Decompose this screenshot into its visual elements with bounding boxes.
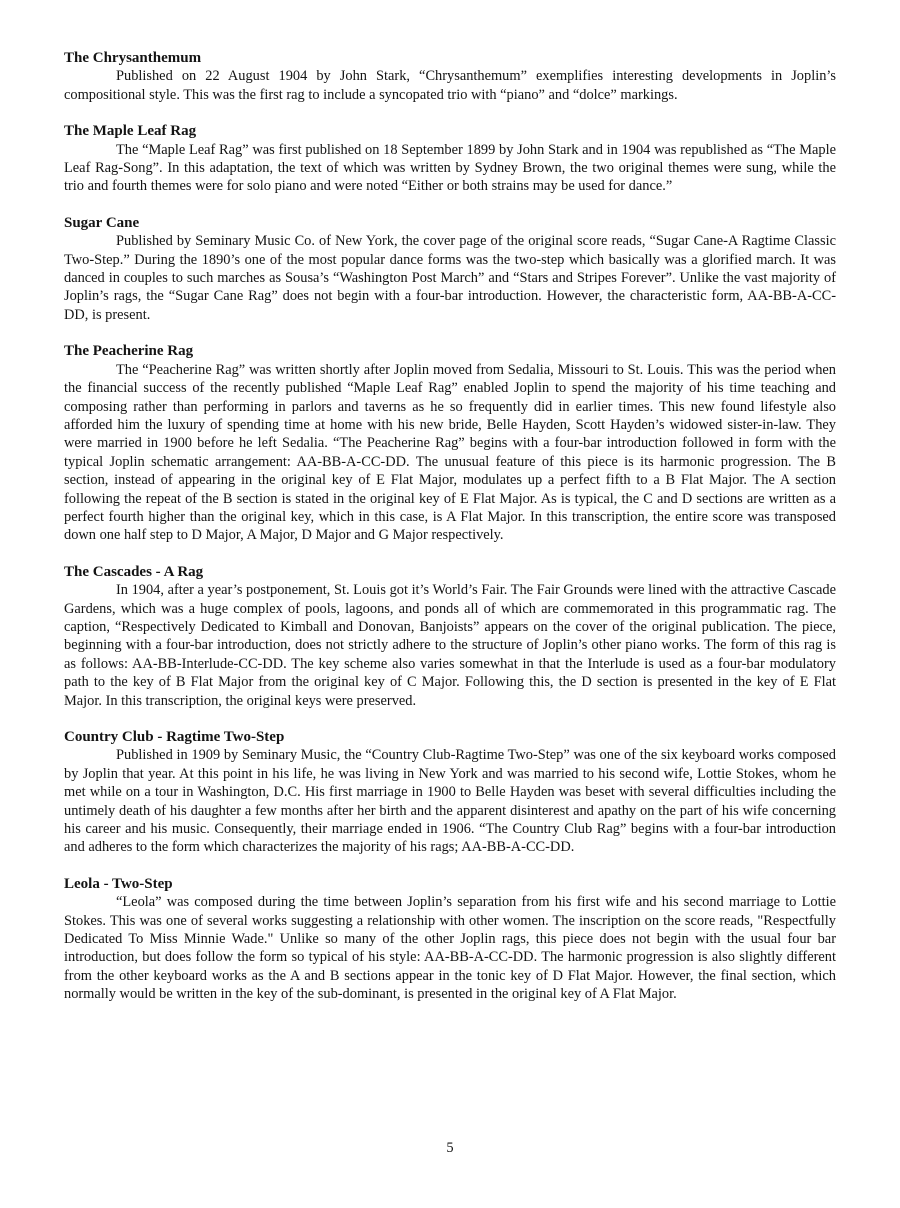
section-cascades [64, 563, 836, 710]
section-body: “Leola” was composed during the time between Joplin’s separation from his first wife and his second marriage to Lottie Stokes. This was one of several works suggesting a relationship with other women. The inscription on the score reads, "Respectfully Dedicated To Miss Minnie Wade." Unlike so many of the other Joplin rags, this piece does not begin with the usual four bar introduction, but does follow the form so typical of his style: AA-BB-A-CC-DD. The harmonic progression is also slightly different from the other keyboard works as the A and B sections appear in the tonic key of D Flat Major. However, the final section, which normally would be written in the key of the sub-dominant, is presented in the original key of A Flat Major. [64, 894, 836, 1003]
section-body: Published in 1909 by Seminary Music, the “Country Club-Ragtime Two-Step” was one of the six keyboard works composed by Joplin that year. At this point in his life, he was living in New York and was married to his second wife, Lottie Stokes, whom he met while on a tour in Washington, D.C. His first marriage in 1900 to Belle Hayden was beset with several difficulties including the untimely death of his daughter a few months after her birth and the apparent disinterest and apathy on the part of his wife concerning his career and his music. Consequently, their marriage ended in 1906. “The Country Club Rag” begins with a four-bar introduction and adheres to the form which characterizes the majority of his rags; AA-BB-A-CC-DD. [64, 747, 836, 856]
section-maple-leaf-rag [64, 122, 836, 196]
section-title: The Cascades - A Rag [64, 563, 204, 580]
section-country-club [64, 728, 836, 857]
section-body: In 1904, after a year’s postponement, St. Louis got it’s World’s Fair. The Fair Grounds were lined with the attractive Cascade Gardens, which was a huge complex of pools, lagoons, and ponds all of which are commemorated in this programmatic rag. The caption, “Respectively Dedicated to Kimball and Donovan, Banjoists” appears on the cover of the original publication. The piece, beginning with a four-bar introduction, does not strictly adhere to the structure of Joplin’s other piano works. The form of this rag is as follows: AA-BB-Interlude-CC-DD. The key scheme also varies somewhat in that the Interlude is used as a four-bar modulatory path to the key of B Flat Major from the original key of C Major. Following this, the D section is presented in the key of E Flat Major. In this transcription, the original keys were preserved. [64, 582, 836, 709]
section-title: Leola - Two-Step [64, 875, 173, 892]
section-title: Country Club - Ragtime Two-Step [64, 729, 285, 745]
section-title: The Chrysanthemum [64, 50, 202, 66]
section-body: Published on 22 August 1904 by John Stark, “Chrysanthemum” exemplifies interesting developments in Joplin’s compositional style. This was the first rag to include a syncopated trio with “piano” and “dolce” markings. [64, 68, 836, 103]
document-page [64, 49, 836, 1022]
section-leola [64, 875, 836, 1004]
page-number: 5 [446, 1140, 454, 1156]
section-sugar-cane [64, 214, 836, 324]
section-body: The “Maple Leaf Rag” was first published on 18 September 1899 by John Stark and in 1904 was republished as “The Maple Leaf Rag-Song”. In this adaptation, the text of which was written by Sydney Brown, the two original themes were sung, while the trio and fourth themes were for solo piano and were noted “Either or both strains may be used for dance.” [64, 141, 836, 195]
section-body: The “Peacherine Rag” was written shortly after Joplin moved from Sedalia, Missouri to St. Louis. This was the period when the financial success of the recently published “Maple Leaf Rag” enabled Joplin to spend the majority of his time teaching and composing rather than performing in parlors and taverns as he so frequently did in earlier times. This new found lifestyle also afforded him the luxury of spending time at home with his new bride, Belle Hayden, Scott Hayden’s widowed sister-in-law. They were married in 1900 before he left Sedalia. “The Peacherine Rag” begins with a four-bar introduction followed in form with the typical Joplin schematic arrangement: AA-BB-A-CC-DD. The unusual feature of this piece is its harmonic progression. The B section, instead of appearing in the original key of E Flat Major, modulates up a perfect fifth to a B Flat Major. The A section following the repeat of the B section is stated in the original key of E Flat Major. As is typical, the C and D sections are written as a perfect fourth higher than the original key, which in this case, is A Flat Major. In this transcription, the entire score was transposed down one half step to D Major, A Major, D Major and G Major respectively. [64, 361, 836, 544]
section-title: Sugar Cane [64, 214, 140, 231]
section-chrysanthemum [64, 49, 836, 104]
section-peacherine-rag [64, 342, 836, 544]
section-title: The Maple Leaf Rag [64, 123, 197, 140]
section-body: Published by Seminary Music Co. of New York, the cover page of the original score reads, “Sugar Cane-A Ragtime Classic Two-Step.” During the 1890’s one of the most popular dance forms was the two-step which basically was a glorified march. It was danced in couples to such marches as Sousa’s “Washington Post March” and “Stars and Stripes Forever”. Unlike the vast majority of Joplin’s rags, the “Sugar Cane Rag” does not begin with a four-bar introduction. However, the characteristic form, AA-BB-A-CC-DD, is present. [64, 233, 836, 323]
section-title: The Peacherine Rag [64, 343, 194, 360]
